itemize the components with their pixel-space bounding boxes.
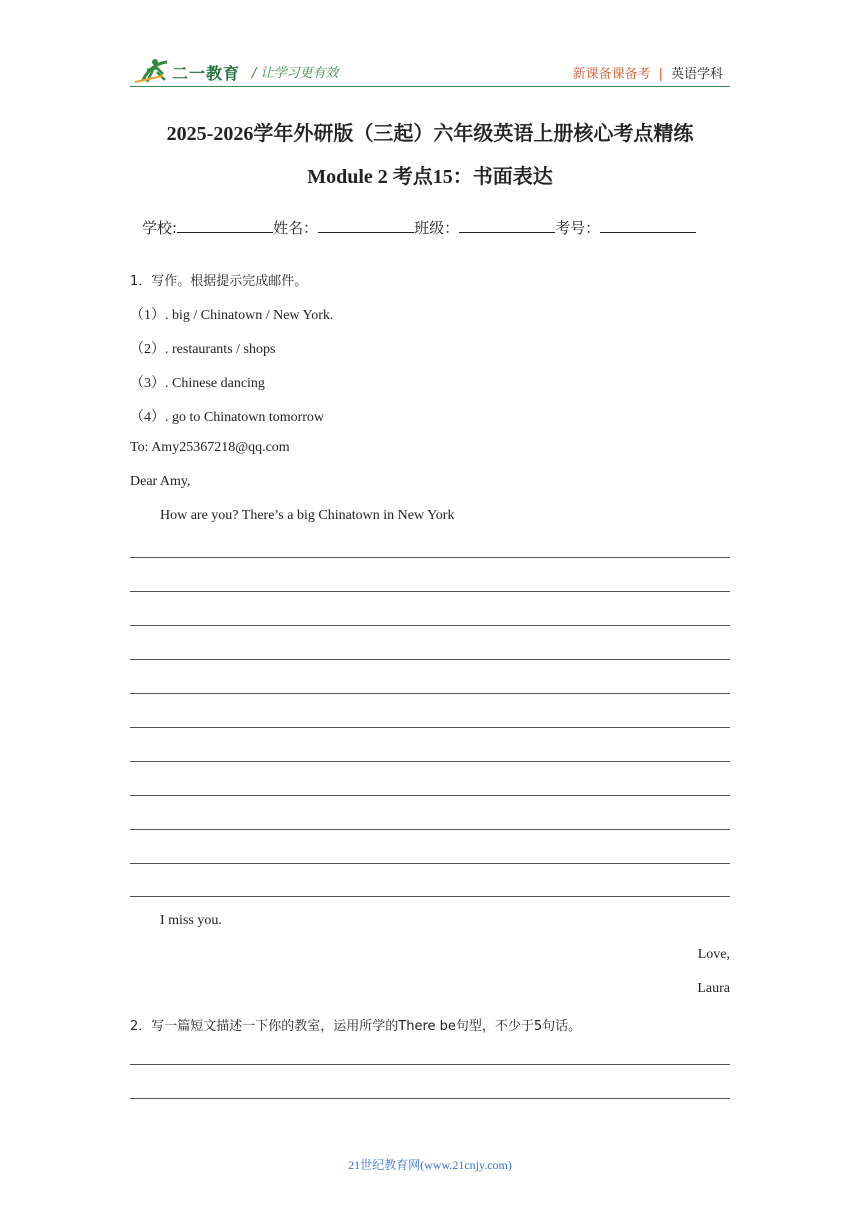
writing-line[interactable]: [130, 727, 730, 728]
page-footer: 21世纪教育网(www.21cnjy.com): [348, 1158, 512, 1172]
writing-line[interactable]: [130, 557, 730, 558]
exam-no-blank[interactable]: [600, 218, 696, 233]
email-signature: Laura: [697, 981, 730, 996]
page-subtitle: Module 2 考点15：书面表达: [307, 166, 553, 188]
name-blank[interactable]: [318, 218, 414, 233]
writing-line[interactable]: [130, 625, 730, 626]
question-1-prompt: 1．写作。根据提示完成邮件。: [130, 274, 308, 289]
header-separator: |: [658, 67, 663, 82]
writing-line[interactable]: [130, 761, 730, 762]
header-right-label: 新课备课备考: [572, 67, 651, 82]
writing-line[interactable]: [130, 795, 730, 796]
writing-line[interactable]: [130, 1098, 730, 1099]
hint-4: （4）. go to Chinatown tomorrow: [130, 410, 325, 425]
header-right: [573, 63, 723, 82]
email-to: To: Amy25367218@qq.com: [130, 440, 290, 455]
writing-line[interactable]: [130, 863, 730, 864]
hint-3: （3）. Chinese dancing: [130, 376, 265, 391]
page-header: [0, 0, 860, 100]
student-info-row: [142, 217, 696, 238]
writing-line[interactable]: [130, 829, 730, 830]
class-blank[interactable]: [459, 218, 555, 233]
writing-line[interactable]: [130, 693, 730, 694]
class-label: 班级：: [414, 219, 460, 237]
writing-line[interactable]: [130, 1064, 730, 1065]
school-blank[interactable]: [177, 218, 273, 233]
email-signoff: Love,: [697, 947, 730, 962]
writing-line[interactable]: [130, 896, 730, 897]
name-label: 姓名：: [273, 219, 319, 237]
email-closing: I miss you.: [160, 913, 222, 928]
logo-text: 二一教育: [172, 64, 241, 83]
header-divider: [130, 86, 730, 87]
school-label: 学校:: [142, 219, 178, 237]
email-opening: How are you? There’s a big Chinatown in New York: [160, 508, 455, 523]
page-title: 2025-2026学年外研版（三起）六年级英语上册核心考点精练: [166, 123, 694, 145]
exam-no-label: 考号：: [555, 219, 601, 237]
email-greeting: Dear Amy,: [130, 474, 191, 489]
writing-line[interactable]: [130, 659, 730, 660]
question-2-prompt: 2．写一篇短文描述一下你的教室，运用所学的There be句型，不少于5句话。: [130, 1019, 582, 1034]
hint-1: （1）. big / Chinatown / New York.: [130, 308, 334, 323]
writing-line[interactable]: [130, 591, 730, 592]
hint-2: （2）. restaurants / shops: [130, 342, 276, 357]
subject-label: 英语学科: [670, 67, 723, 82]
slogan: / 让学习更有效: [252, 66, 339, 81]
